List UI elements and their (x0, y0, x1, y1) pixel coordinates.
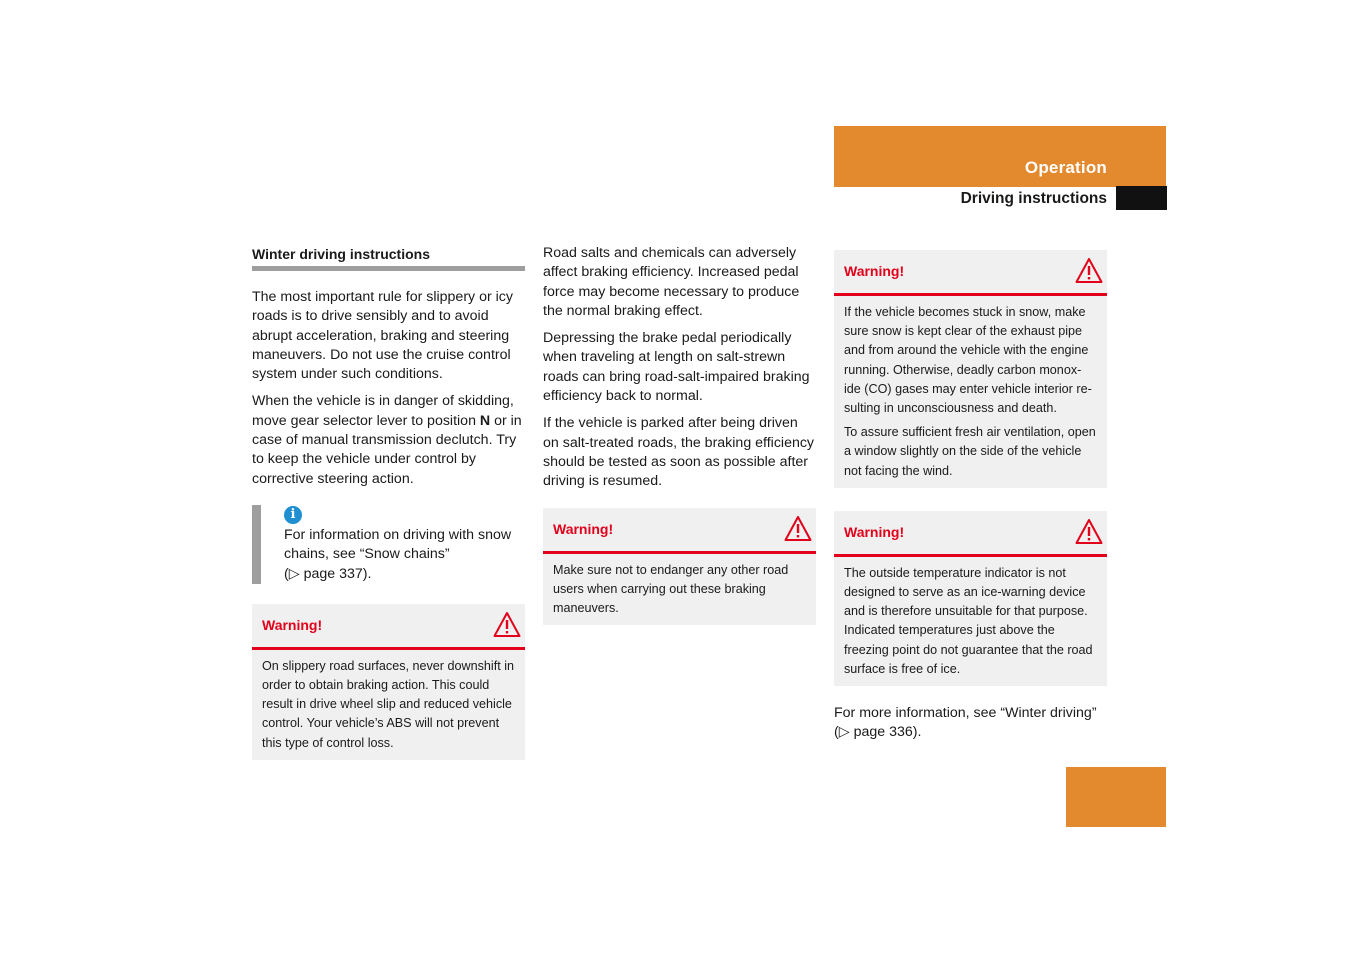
page-number: 289 (1265, 772, 1292, 789)
warning-text: To assure sufficient fresh air ventilation, open a window slightly on the side of the vehicle not facing the wind. (844, 425, 1096, 478)
warning-header (543, 508, 816, 554)
info-note (252, 505, 525, 584)
warning-triangle-icon (784, 515, 812, 542)
paragraph-text: or in case of manual transmission declutch. Try to keep the vehicle under control by corrective steering action. (252, 412, 522, 487)
subsection-title: Driving instructions (960, 190, 1107, 207)
page-number-box (1066, 767, 1166, 827)
paragraph: If the vehicle is parked after being driven on salt-treated roads, the braking efficiency should be tested as soon as possible after driving is resumed. (543, 415, 815, 490)
warning-triangle-icon (1075, 257, 1103, 284)
column-2 (543, 244, 816, 625)
header-tab-marker (1116, 186, 1167, 210)
info-text: For information on driving with snow chains, see “Snow chains” (284, 526, 512, 563)
warning-box (252, 604, 525, 760)
warning-triangle-icon (1075, 518, 1103, 545)
warning-body (543, 554, 816, 626)
paragraph-text: When the vehicle is in danger of skidding, move gear selector lever to position (252, 393, 514, 429)
header-bar (834, 126, 1166, 187)
section-title: Operation (1024, 158, 1107, 177)
warning-text: Make sure not to endanger any other road users when carrying out these braking maneuvers. (553, 562, 789, 615)
warning-title: Warning! (844, 263, 905, 279)
warning-title: Warning! (553, 520, 614, 537)
warning-body (834, 296, 1107, 488)
warning-box (543, 508, 816, 626)
warning-title: Warning! (262, 616, 323, 633)
warning-title: Warning! (844, 523, 905, 540)
warning-header (834, 511, 1107, 557)
warning-body (834, 557, 1107, 686)
section-heading: Winter driving instructions (252, 246, 525, 271)
warning-header (252, 604, 525, 650)
paragraph: For more information, see “Winter driving” (834, 705, 1097, 722)
paragraph: Road salts and chemicals can adversely affect braking efficiency. Increased pedal force may become necessary to produce the normal braking effect. (543, 245, 800, 319)
column-3 (834, 250, 1107, 751)
warning-text: On slippery road surfaces, never downshift in order to obtain braking action. This could result in drive wheel slip and reduced vehicle control. Your vehicle’s ABS will not prevent this type of control loss. (262, 658, 514, 750)
warning-box (834, 250, 1107, 488)
warning-header (834, 250, 1107, 296)
warning-text: The outside temperature indicator is not designed to serve as an ice-warning device and is therefore unsuitable for that purpose. Indicated temperatures just above the freezing point do not guarantee that the road surface is free of ice. (844, 565, 1093, 676)
info-icon: i (284, 506, 302, 524)
page-reference-link[interactable]: (▷ page 337). (284, 565, 372, 582)
warning-text: If the vehicle becomes stuck in snow, make sure snow is kept clear of the exhaust pipe and from around the vehicle with the engine running. Otherwise, deadly carbon monox-ide (CO) gases may enter vehicle interior re-sulting in unconsciousness and death. (844, 305, 1092, 416)
paragraph (252, 392, 525, 488)
warning-box (834, 511, 1107, 686)
warning-body (252, 650, 525, 760)
gear-position: N (479, 412, 491, 429)
paragraph: Depressing the brake pedal periodically when traveling at length on salt-strewn roads can bring road-salt-impaired braking efficiency back to normal. (543, 330, 810, 405)
paragraph: The most important rule for slippery or icy roads is to drive sensibly and to avoid abrupt acceleration, braking and steering maneuvers. Do not use the cruise control system under such conditions. (252, 289, 513, 383)
warning-triangle-icon (493, 611, 521, 638)
column-1 (252, 244, 525, 760)
page-reference-link[interactable]: (▷ page 336). (834, 724, 922, 741)
